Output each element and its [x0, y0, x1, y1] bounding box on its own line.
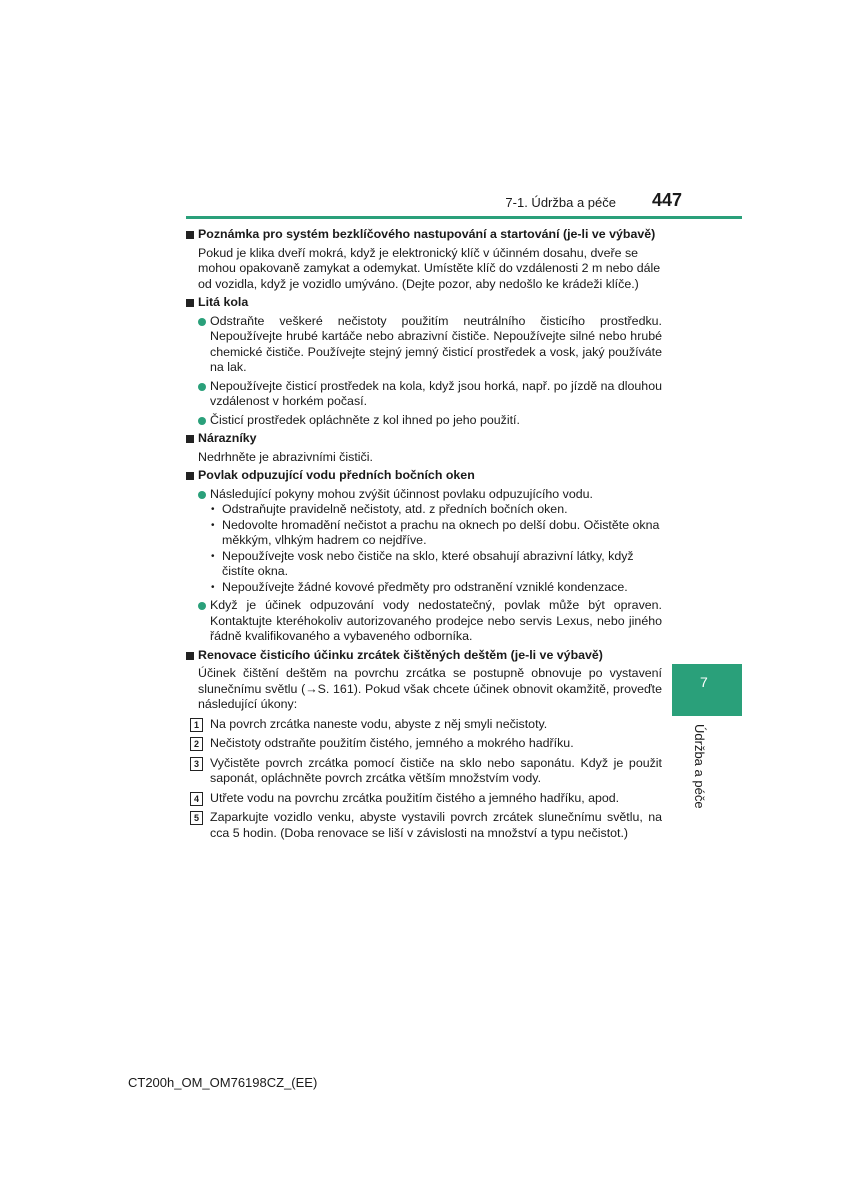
step-item: 2 Nečistoty odstraňte použitím čistého, jemného a mokrého hadříku. [186, 736, 662, 752]
section-heading-wheels: Litá kola [186, 295, 662, 311]
sub-bullet-item: • Nedovolte hromadění nečistot a prachu na oknech po delší dobu. Očistěte okna měkkým, vlhkým hadrem co nejdříve. [211, 517, 660, 547]
page-content [186, 224, 662, 841]
circle-bullet-icon [198, 383, 206, 391]
step-item: 3 Vyčistěte povrch zrcátka pomocí čističe na sklo nebo saponátu. Když je použit saponát, opláchněte povrch zrcátka větším množstvím vody. [186, 756, 662, 787]
small-dot-icon: • [211, 504, 215, 515]
small-dot-icon: • [211, 550, 215, 562]
chapter-label: Údržba a péče [692, 724, 707, 809]
square-bullet-icon [186, 472, 194, 480]
section-heading-mirrors: Renovace čisticího účinku zrcátek čištěných deštěm (je-li ve výbavě) [186, 648, 662, 664]
step-number: 2 [190, 737, 203, 751]
footer-doc-code: CT200h_OM_OM76198CZ_(EE) [128, 1075, 318, 1090]
step-item: 4 Utřete vodu na povrchu zrcátka použitím čistého a jemného hadříku, apod. [186, 791, 662, 807]
sub-bullet-item: • Nepoužívejte žádné kovové předměty pro odstranění vzniklé kondenzace. [211, 579, 628, 594]
circle-bullet-icon [198, 417, 206, 425]
circle-bullet-icon [198, 318, 206, 326]
page-header [186, 188, 742, 218]
section-heading-keyless: Poznámka pro systém bezklíčového nastupování a startování (je-li ve výbavě) [186, 227, 662, 243]
bullet-item: Čisticí prostředek opláchněte z kol ihned po jeho použití. [186, 413, 662, 429]
step-number: 5 [190, 811, 203, 825]
sub-bullet-item: • Nepoužívejte vosk nebo čističe na sklo, které obsahují abrazivní látky, když čistíte okna. [211, 548, 634, 578]
square-bullet-icon [186, 231, 194, 239]
circle-bullet-icon [198, 602, 206, 610]
square-bullet-icon [186, 652, 194, 660]
paragraph-keyless: Pokud je klika dveří mokrá, když je elektronický klíč v účinném dosahu, dveře se mohou opakovaně zamykat a odemykat. Umístěte klíč do vzdálenosti 2 m nebo dále od vozidla, když je vozidlo umýváno. (Dejte pozor, aby nedošlo ke krádeži klíče.) [198, 245, 661, 291]
sub-bullet-item: • Odstraňujte pravidelně nečistoty, atd. z předních bočních oken. [211, 502, 568, 516]
bullet-item: Nepoužívejte čisticí prostředek na kola, když jsou horká, např. po jízdě na dlouhou vzdálenost v horkém počasí. [186, 379, 662, 410]
step-item: 1 Na povrch zrcátka naneste vodu, abyste z něj smyli nečistoty. [186, 717, 662, 733]
chapter-tab [672, 664, 742, 716]
page-number: 447 [651, 190, 682, 210]
paragraph-mirrors: Účinek čištění deštěm na povrchu zrcátka se postupně obnovuje po vystavení slunečnímu světlu (→S. 161). Pokud však chcete účinek obnovit okamžitě, proveďte následující úkony: [198, 666, 662, 711]
header-rule [186, 216, 742, 219]
bullet-item: Odstraňte veškeré nečistoty použitím neutrálního čisticího prostředku. Nepoužívejte hrubé kartáče nebo abrazivní čističe. Nepoužívejte silné nebo hrubé chemické čističe. Používejte stejný jemný čisticí prostředek a vosk, jaký používáte na lak. [186, 314, 662, 376]
step-item: 5 Zaparkujte vozidlo venku, abyste vystavili povrch zrcátek slunečnímu světlu, na cca 5 hodin. (Doba renovace se liší v závislosti na množství a typu nečistot.) [186, 810, 662, 841]
section-heading-coating: Povlak odpuzující vodu předních bočních oken [186, 468, 662, 484]
bullet-item: Následující pokyny mohou zvýšit účinnost povlaku odpuzujícího vodu. [186, 487, 662, 503]
small-dot-icon: • [211, 519, 215, 531]
small-dot-icon: • [211, 581, 215, 593]
square-bullet-icon [186, 299, 194, 307]
step-number: 4 [190, 792, 203, 806]
step-number: 1 [190, 718, 203, 732]
step-number: 3 [190, 757, 203, 771]
section-heading-bumpers: Nárazníky [186, 431, 662, 447]
chapter-number: 7 [700, 674, 708, 690]
square-bullet-icon [186, 435, 194, 443]
circle-bullet-icon [198, 491, 206, 499]
paragraph-bumpers: Nedrhněte je abrazivními čističi. [198, 449, 373, 464]
bullet-item: Když je účinek odpuzování vody nedostatečný, povlak může být opraven. Kontaktujte kteréhokoliv autorizovaného prodejce nebo servis Lexus, nebo jiného řádně kvalifikovaného a vybaveného odborníka. [186, 598, 662, 645]
section-title: 7-1. Údržba a péče [505, 195, 616, 210]
